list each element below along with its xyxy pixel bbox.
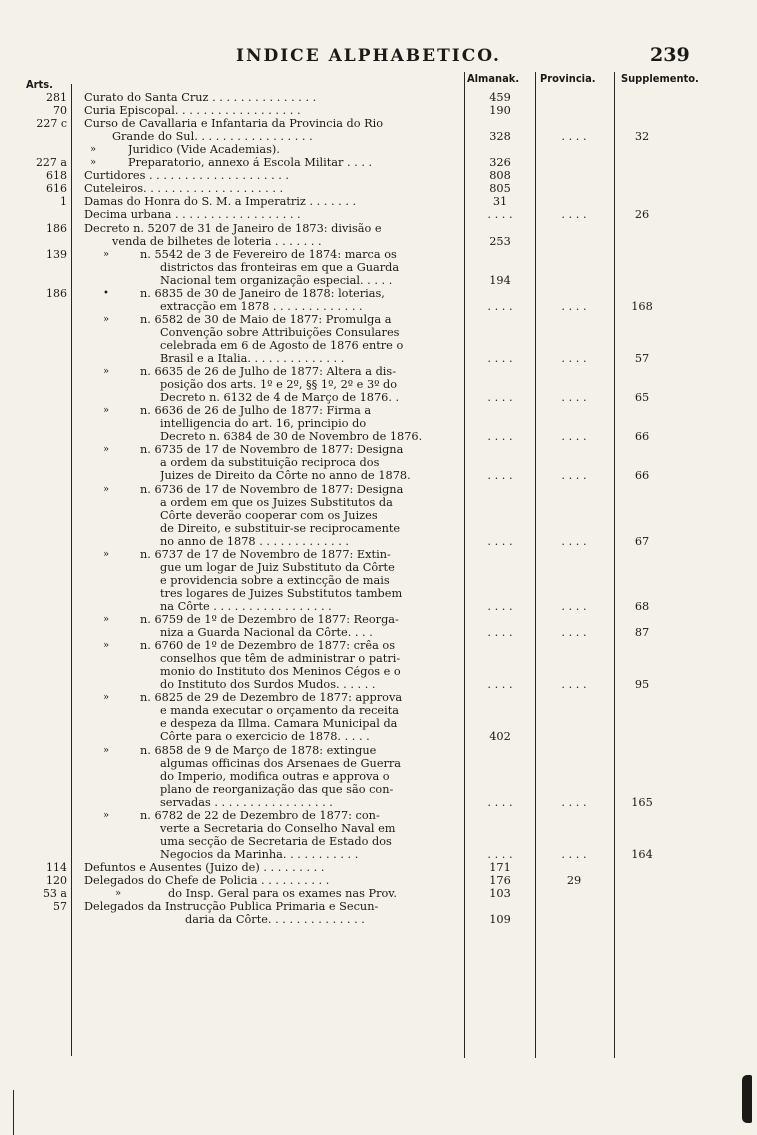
index-line [0,431,757,444]
provincia-page: 29 [566,874,582,887]
entry-text: niza a Guarda Nacional da Côrte. . . . [160,627,373,640]
entry-text: do Instituto dos Surdos Mudos. . . . . . [160,679,376,692]
article-number: 120 [46,874,67,887]
index-line [0,601,757,614]
entry-text: Côrte para o exercicio de 1878. . . . . [160,731,370,744]
article-number: 227 c [36,117,67,131]
article-number: 616 [46,182,67,196]
entry-text: na Côrte . . . . . . . . . . . . . . . . . [160,600,332,613]
index-line [0,692,757,705]
index-line [0,875,757,888]
ditto-mark: » [103,483,110,495]
index-line [0,249,757,262]
index-line [0,236,757,249]
entry-text: daria da Côrte. . . . . . . . . . . . . . [185,914,365,927]
index-line [0,497,757,510]
almanak-page: 328 [489,130,511,144]
index-line [0,810,757,823]
almanak-page: 176 [489,874,511,887]
provincia-page: . . . . [561,678,587,692]
index-line [0,157,757,170]
index-line [0,549,757,562]
ditto-mark: » [103,692,110,704]
provincia-page: . . . . [561,795,587,809]
provincia-page: . . . . [561,391,587,405]
index-line [0,914,757,927]
ditto-mark: » [103,313,110,325]
index-line [0,679,757,692]
entry-text: Curso de Cavallaria e Infantaria da Provincia do Rio [84,118,384,131]
entry-text: n. 6782 de 22 de Dezembro de 1877: con- [140,809,380,822]
entry-text: venda de bilhetes de loteria . . . . . . . [112,235,322,248]
index-line [0,823,757,836]
article-number: 186 [46,221,67,235]
article-number: 1 [60,195,67,209]
entry-text: Convenção sobre Attribuições Consulares [160,326,400,339]
index-line [0,666,757,679]
almanak-page: . . . . [487,847,513,861]
almanak-page: 171 [489,860,511,874]
column-header-almanak: Almanak. [467,72,520,85]
supplemento-page: 165 [631,795,653,809]
index-line [0,588,757,601]
index-line [0,288,757,301]
ditto-mark: » [103,614,110,625]
almanak-page: 808 [489,169,511,183]
entry-text: n. 6736 de 17 de Novembro de 1877: Designa [140,483,404,496]
entry-text: monio do Instituto dos Meninos Cégos e o [160,666,401,679]
index-line [0,614,757,627]
article-number: 114 [46,860,67,874]
article-number: 70 [53,104,67,118]
almanak-page: 805 [489,182,511,196]
index-line [0,523,757,536]
ditto-mark: » [103,444,110,456]
index-line [0,340,757,353]
entry-text: do Insp. Geral para os exames nas Prov. [168,888,397,901]
almanak-page: . . . . [487,430,513,444]
index-line [0,92,757,105]
entry-text: intelligencia do art. 16, principio do [160,418,367,431]
index-line [0,262,757,275]
ditto-mark: » [103,548,110,560]
entry-text: n. 6760 de 1º de Dezembro de 1877: crêa os [140,640,396,653]
index-line [0,196,757,209]
entry-text: Juridico (Vide Academias). [128,144,280,157]
entry-text: Damas do Honra do S. M. a Imperatriz . . . . . . . [84,196,357,209]
index-line [0,327,757,340]
entry-text: no anno de 1878 . . . . . . . . . . . . . [160,535,349,548]
supplemento-page: 65 [634,391,650,405]
almanak-page: 190 [489,104,511,118]
index-line [0,797,757,810]
article-number: 139 [46,247,67,261]
provincia-page: . . . . [561,352,587,365]
almanak-page: . . . . [487,352,513,365]
entry-text: algumas officinas dos Arsenaes de Guerra [160,757,402,770]
provincia-page: . . . . [561,847,587,861]
almanak-page: 103 [489,887,511,901]
index-line [0,392,757,405]
index-line [0,301,757,314]
entry-text: Curia Episcopal. . . . . . . . . . . . . . . . . . [84,105,301,118]
almanak-page: . . . . [487,678,513,692]
entry-text: Decreto n. 5207 de 31 de Janeiro de 1873: divisão e [84,222,382,235]
entry-text: gue um logar de Juiz Substituto da Côrte [160,561,395,574]
almanak-page: . . . . [487,299,513,313]
index-line [0,314,757,327]
provincia-page: . . . . [561,299,587,313]
page-title: INDICE ALPHABETICO. [236,46,501,66]
page-edge-mark [742,1075,752,1123]
index-line [0,131,757,144]
index-line [0,653,757,666]
index-line [0,745,757,758]
index-line [0,627,757,640]
almanak-page: 253 [489,234,511,248]
page-number: 239 [650,44,690,66]
entry-text: Côrte deverão cooperar com os Juizes [160,509,378,522]
entry-text: n. 6635 de 26 de Julho de 1877: Altera a dis- [140,366,397,379]
entry-text: Cuteleiros. . . . . . . . . . . . . . . . . . . . [84,183,284,196]
supplemento-page: 32 [634,130,650,144]
provincia-page: . . . . [561,599,587,613]
index-line [0,366,757,379]
article-number: 227 a [35,156,67,170]
ditto-mark: » [103,744,110,756]
entry-text: servadas . . . . . . . . . . . . . . . . . [160,796,333,809]
index-line [0,836,757,849]
entry-text: Curato do Santa Cruz . . . . . . . . . . . . . . . [84,92,317,104]
index-line [0,118,757,131]
article-number: 57 [53,900,67,914]
article-number: 618 [46,169,67,183]
almanak-page: . . . . [487,208,513,222]
almanak-page: 109 [489,913,511,927]
supplemento-page: 66 [634,430,650,444]
entry-text: extracção em 1878 . . . . . . . . . . . . . [160,300,363,313]
almanak-page: . . . . [487,391,513,405]
entry-text: Preparatorio, annexo á Escola Militar . . . . [128,157,373,170]
article-number: 281 [46,91,67,104]
entry-text: uma secção de Secretaria de Estado dos [160,835,392,848]
entry-text: Delegados da Instrucção Publica Primaria e Secun- [84,901,379,914]
entry-text: celebrada em 6 de Agosto de 1876 entre o [160,339,404,352]
almanak-page: 459 [489,91,511,104]
almanak-page: . . . . [487,599,513,613]
column-header-arts: Arts. [26,78,53,91]
index-line [0,379,757,392]
entry-text: n. 6825 de 29 de Dezembro de 1877: approva [140,692,403,705]
entry-text: do Imperio, modifica outras e approva o [160,770,390,783]
index-line [0,731,757,744]
almanak-page: . . . . [487,534,513,548]
almanak-page: 402 [489,730,511,744]
ditto-mark: » [103,640,110,652]
entry-text: Negocios da Marinha. . . . . . . . . . . [160,848,359,861]
supplemento-page: 26 [634,208,650,222]
index-line [0,705,757,718]
ditto-mark: » [115,888,122,900]
entry-text: Decreto n. 6384 de 30 de Novembro de 1876. [160,431,423,444]
entry-text: n. 5542 de 3 de Fevereiro de 1874: marca os [140,248,397,261]
entry-text: n. 6759 de 1º de Dezembro de 1877: Reorga- [140,614,399,626]
index-line [0,183,757,196]
entry-text: e manda executar o orçamento da receita [160,705,399,718]
index-line [0,862,757,875]
entry-text: conselhos que têm de administrar o patri- [160,653,401,666]
ditto-mark: » [90,144,97,156]
index-line [0,209,757,222]
entry-text: n. 6735 de 17 de Novembro de 1877: Designa [140,444,404,457]
entry-text: n. 6835 de 30 de Janeiro de 1878: loterias, [140,287,385,300]
index-line [0,223,757,236]
ditto-mark: » [103,809,110,821]
entry-text: e providencia sobre a extincção de mais [160,574,390,587]
index-line [0,758,757,771]
entry-text: de Direito, e substituir-se reciprocamente [160,522,401,535]
entry-text: verte a Secretaria do Conselho Naval em [160,822,396,835]
entry-text: Grande do Sul. . . . . . . . . . . . . . . . . [112,131,313,144]
entry-text: n. 6582 de 30 de Maio de 1877: Promulga a [140,313,392,326]
ditto-mark: » [103,405,110,417]
supplemento-page: 68 [634,599,650,613]
ditto-mark: » [90,157,97,169]
supplemento-page: 168 [631,299,653,313]
index-line [0,718,757,731]
supplemento-page: 66 [634,469,650,483]
index-line [0,784,757,797]
ditto-mark: • [103,287,109,299]
provincia-page: . . . . [561,534,587,548]
almanak-page: . . . . [487,795,513,809]
index-line [0,444,757,457]
ditto-mark: » [103,366,110,378]
index-line [0,484,757,497]
entry-text: Curtidores . . . . . . . . . . . . . . . . . . . . [84,170,290,183]
entry-text: Decima urbana . . . . . . . . . . . . . . . . . . [84,209,301,222]
index-line [0,771,757,784]
index-line [0,170,757,183]
index-line [0,536,757,549]
index-line [0,457,757,470]
supplemento-page: 95 [634,678,650,692]
index-line [0,105,757,118]
index-line [0,405,757,418]
entry-text: a ordem da substituição reciproca dos [160,457,380,470]
almanak-page: 194 [489,273,511,287]
supplemento-page: 57 [634,352,650,365]
entry-text: posição dos arts. 1º e 2º, §§ 1º, 2º e 3º do [160,379,398,392]
index-line [0,849,757,862]
index-line [0,144,757,157]
entry-text: Brasil e a Italia. . . . . . . . . . . . . . [160,353,345,365]
entry-text: Nacional tem organização especial. . . . . [160,274,393,287]
column-header-supplemento: Supplemento. [621,72,699,85]
entry-text: plano de reorganização das que são con- [160,783,394,796]
entry-text: Juizes de Direito da Côrte no anno de 1878. [160,470,411,483]
index-line [0,353,757,366]
entry-text: districtos das fronteiras em que a Guarda [160,261,400,274]
almanak-page: . . . . [487,626,513,640]
ditto-mark: » [103,248,110,260]
entry-text: tres logares de Juizes Substitutos tambem [160,587,403,600]
entry-text: Delegados do Chefe de Policia . . . . . . . . . . [84,875,330,887]
index-line [0,562,757,575]
index-line [0,418,757,431]
supplemento-page: 87 [634,626,650,640]
index-line [0,470,757,483]
entry-text: Decreto n. 6132 de 4 de Março de 1876. . [160,392,400,405]
almanak-page: 31 [492,195,508,209]
provincia-page: . . . . [561,430,587,444]
rule-margin [13,1090,14,1135]
index-line [0,510,757,523]
entry-text: n. 6737 de 17 de Novembro de 1877: Extin- [140,548,391,561]
article-number: 186 [46,286,67,300]
provincia-page: . . . . [561,469,587,483]
provincia-page: . . . . [561,626,587,640]
index-line [0,640,757,653]
entry-text: n. 6858 de 9 de Março de 1878: extingue [140,744,377,757]
column-header-provincia: Provincia. [540,72,596,85]
entry-text: n. 6636 de 26 de Julho de 1877: Firma a [140,405,372,418]
entry-text: Defuntos e Ausentes (Juizo de) . . . . . . . . . [84,861,325,874]
entry-text: a ordem em que os Juizes Substitutos da [160,496,393,509]
provincia-page: . . . . [561,208,587,222]
entry-text: e despeza da Illma. Camara Municipal da [160,718,398,731]
almanak-page: 326 [489,156,511,170]
provincia-page: . . . . [561,130,587,144]
index-line [0,901,757,914]
supplemento-page: 67 [634,534,650,548]
index-line [0,888,757,901]
index-line [0,575,757,588]
almanak-page: . . . . [487,469,513,483]
supplemento-page: 164 [631,847,653,861]
index-line [0,275,757,288]
article-number: 53 a [42,887,67,901]
